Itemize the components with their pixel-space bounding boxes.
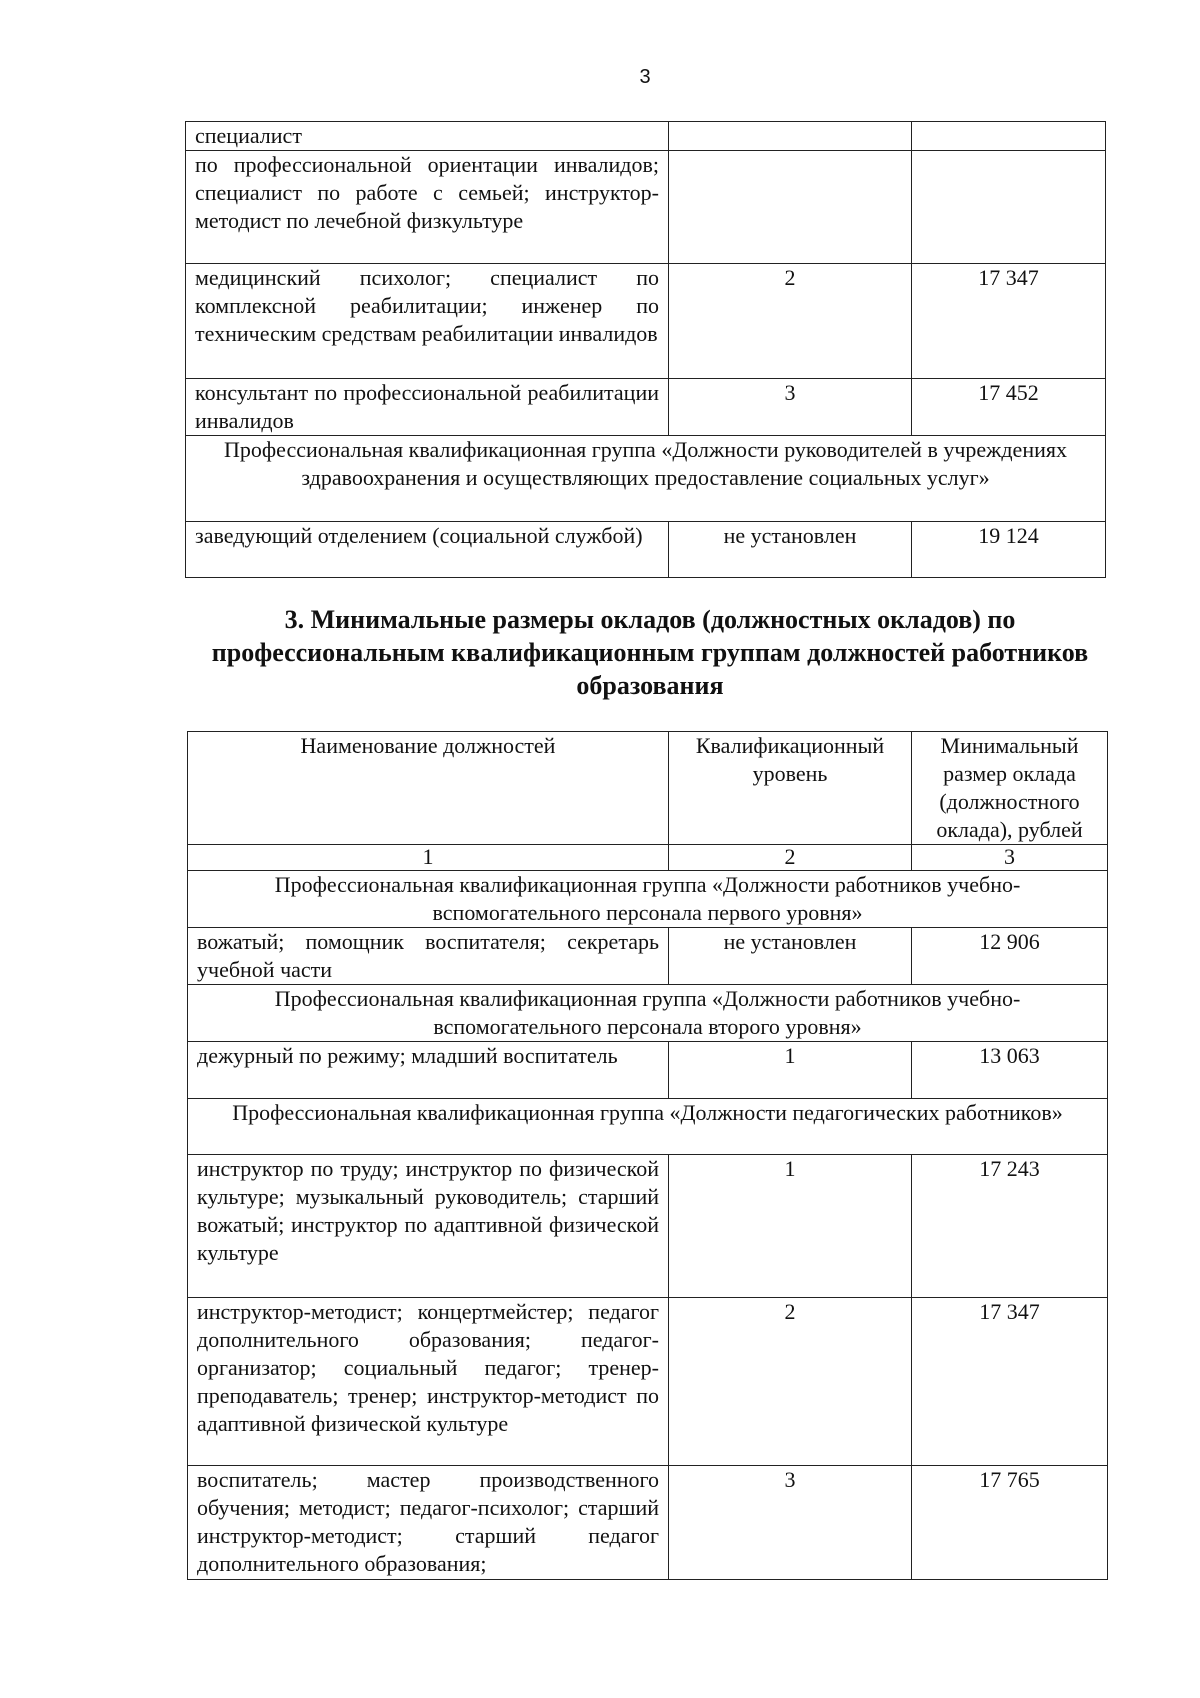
salary-cell: [912, 151, 1106, 264]
salary-cell: 17 243: [912, 1155, 1108, 1298]
page-number: 3: [639, 66, 651, 88]
qualification-group-heading: Профессиональная квалификационная группа «Должности работников учебно-вспомогательного персонала второго уровня»: [188, 985, 1108, 1042]
column-number: 2: [669, 845, 912, 871]
section-title: 3. Минимальные размеры окладов (должностных окладов) по профессиональным квалификационным группам должностей работников образования: [211, 605, 1089, 700]
column-number: 1: [188, 845, 669, 871]
table-row: [186, 522, 1106, 578]
position-name-cell: заведующий отделением (социальной службой): [186, 522, 669, 578]
position-name-cell: инструктор-методист; концертмейстер; педагог дополнительного образования; педагог-организатор; социальный педагог; тренер-преподаватель; тренер; инструктор-методист по адаптивной физической культуре: [188, 1298, 669, 1466]
salary-cell: 19 124: [912, 522, 1106, 578]
table-row: [186, 122, 1106, 151]
qualification-level-cell: [669, 151, 912, 264]
table-row: [186, 264, 1106, 379]
group-row: [186, 436, 1106, 522]
column-header-position: Наименование должностей: [188, 732, 669, 845]
table-row: [188, 1298, 1108, 1466]
qualification-level-cell: 2: [669, 264, 912, 379]
qualification-level-cell: не установлен: [669, 928, 912, 985]
header-row: [188, 732, 1108, 845]
column-header-salary: Минимальный размер оклада (должностного оклада), рублей: [912, 732, 1108, 845]
group-row: [188, 985, 1108, 1042]
table-row: [188, 1466, 1108, 1580]
salary-cell: 13 063: [912, 1042, 1108, 1099]
table-row: [188, 928, 1108, 985]
qualification-level-cell: 3: [669, 379, 912, 436]
salary-cell: 17 452: [912, 379, 1106, 436]
table-row: [186, 379, 1106, 436]
salary-cell: [912, 122, 1106, 151]
salary-cell: 17 347: [912, 1298, 1108, 1466]
qualification-level-cell: 1: [669, 1042, 912, 1099]
group-row: [188, 1099, 1108, 1155]
column-number-row: [188, 845, 1108, 871]
education-salary-table: [187, 731, 1108, 1580]
salary-cell: 17 347: [912, 264, 1106, 379]
salary-cell: 17 765: [912, 1466, 1108, 1580]
position-name-cell: специалист: [186, 122, 669, 151]
qualification-level-cell: 1: [669, 1155, 912, 1298]
qualification-group-heading: Профессиональная квалификационная группа «Должности педагогических работников»: [188, 1099, 1108, 1155]
qualification-group-heading: Профессиональная квалификационная группа «Должности работников учебно-вспомогательного персонала первого уровня»: [188, 871, 1108, 928]
qualification-level-cell: [669, 122, 912, 151]
table-row: [188, 1155, 1108, 1298]
salary-cell: 12 906: [912, 928, 1108, 985]
position-name-cell: инструктор по труду; инструктор по физической культуре; музыкальный руководитель; старший вожатый; инструктор по адаптивной физической культуре: [188, 1155, 669, 1298]
table-row: [188, 1042, 1108, 1099]
column-number: 3: [912, 845, 1108, 871]
position-name-cell: вожатый; помощник воспитателя; секретарь учебной части: [188, 928, 669, 985]
group-row: [188, 871, 1108, 928]
qualification-level-cell: 3: [669, 1466, 912, 1580]
position-name-cell: медицинский психолог; специалист по комплексной реабилитации; инженер по техническим средствам реабилитации инвалидов: [186, 264, 669, 379]
position-name-cell: консультант по профессиональной реабилитации инвалидов: [186, 379, 669, 436]
qualification-group-heading: Профессиональная квалификационная группа «Должности руководителей в учреждениях здравоохранения и осуществляющих предоставление социальных услуг»: [186, 436, 1106, 522]
salary-table-continued: [185, 121, 1106, 578]
column-header-level: Квалификационный уровень: [669, 732, 912, 845]
position-name-cell: дежурный по режиму; младший воспитатель: [188, 1042, 669, 1099]
qualification-level-cell: 2: [669, 1298, 912, 1466]
qualification-level-cell: не установлен: [669, 522, 912, 578]
position-name-cell: воспитатель; мастер производственного обучения; методист; педагог-психолог; старший инструктор-методист; старший педагог дополнительного образования;: [188, 1466, 669, 1580]
table-row: [186, 151, 1106, 264]
position-name-cell: по профессиональной ориентации инвалидов; специалист по работе с семьей; инструктор-методист по лечебной физкультуре: [186, 151, 669, 264]
